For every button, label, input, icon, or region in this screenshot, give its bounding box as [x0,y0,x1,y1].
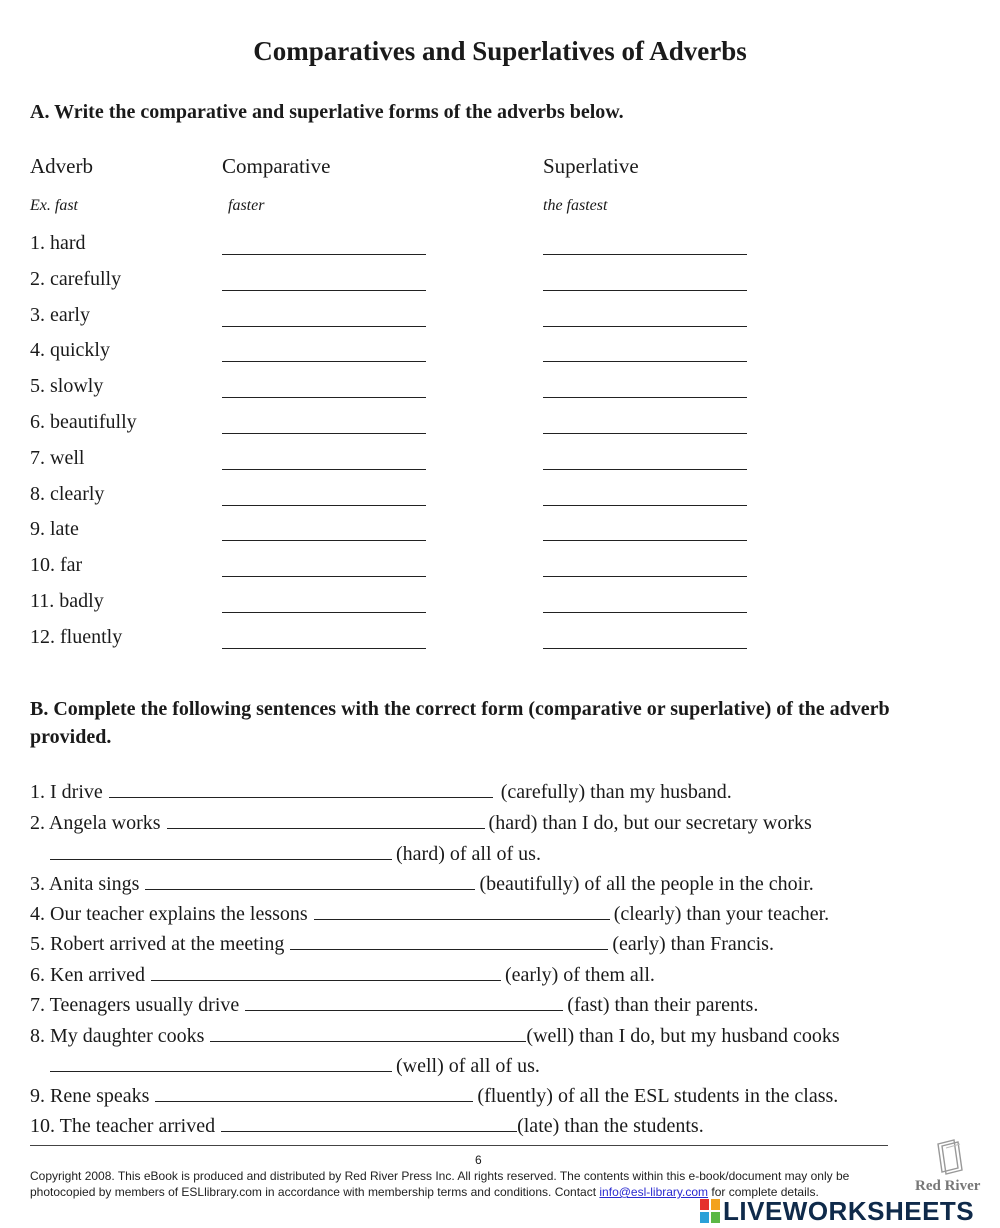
answer-blank-b4[interactable] [314,902,610,920]
superlative-blank-4[interactable] [543,361,747,362]
comparative-blank-12[interactable] [222,648,426,649]
sentence-8-cont [50,1054,540,1078]
answer-blank-b5[interactable] [290,932,608,950]
comparative-blank-2[interactable] [222,290,426,291]
superlative-blank-1[interactable] [543,254,747,255]
sentence-3 [30,872,814,896]
footer-divider [30,1145,888,1146]
superlative-blank-10[interactable] [543,576,747,577]
answer-blank-b8a[interactable] [210,1024,526,1042]
example-superlative: the fastest [543,197,608,214]
answer-blank-b9[interactable] [155,1084,473,1102]
sentence-1-text: 1. I drive [30,781,103,803]
superlative-blank-8[interactable] [543,505,747,506]
copyright-line-2-end: for complete details. [711,1185,819,1199]
sentence-2-hint: (hard) than I do, but our secretary works [488,812,812,834]
example-adverb: Ex. fast [30,197,78,214]
sentence-2 [30,811,812,835]
liveworksheets-logo-icon [700,1199,720,1223]
superlative-blank-11[interactable] [543,612,747,613]
adverb-item-11: 11. badly [30,590,104,612]
contact-email-link[interactable]: info@esl-library.com [599,1185,709,1199]
answer-blank-b2b[interactable] [50,842,392,860]
column-header-superlative: Superlative [543,154,639,178]
sentence-5 [30,932,774,956]
comparative-blank-3[interactable] [222,326,426,327]
sentence-10-hint: (late) than the students. [517,1115,704,1137]
comparative-blank-5[interactable] [222,397,426,398]
sentence-9 [30,1084,838,1108]
comparative-blank-9[interactable] [222,540,426,541]
superlative-blank-6[interactable] [543,433,747,434]
sentence-5-text: 5. Robert arrived at the meeting [30,933,285,955]
sentence-6 [30,963,655,987]
page-number: 6 [475,1153,482,1167]
sentence-2-hint-2: (hard) of all of us. [396,843,541,865]
superlative-blank-2[interactable] [543,290,747,291]
answer-blank-b1[interactable] [109,780,493,798]
sentence-9-hint: (fluently) of all the ESL students in the class. [477,1085,839,1107]
adverb-item-3: 3. early [30,303,90,326]
comparative-blank-7[interactable] [222,469,426,470]
example-comparative: faster [228,197,265,214]
sentence-3-hint: (beautifully) of all the people in the choir. [479,873,814,895]
adverb-item-12: 12. fluently [30,625,123,648]
column-header-comparative: Comparative [222,154,331,178]
adverb-item-4: 4. quickly [30,339,110,362]
superlative-blank-5[interactable] [543,397,747,398]
comparative-blank-10[interactable] [222,576,426,577]
adverb-item-8: 8. clearly [30,482,105,505]
sentence-8-hint-2: (well) of all of us. [396,1055,540,1077]
comparative-blank-4[interactable] [222,361,426,362]
comparative-blank-1[interactable] [222,254,426,255]
adverb-item-9: 9. late [30,518,79,541]
sentence-4 [30,902,829,926]
book-icon [932,1138,968,1183]
copyright-line-1: Copyright 2008. This eBook is produced and distributed by Red River Press Inc. All rights reserved. The contents within this e-book/document may only be [30,1169,850,1183]
sentence-10-text: 10. The teacher arrived [30,1115,216,1137]
answer-blank-b8b[interactable] [50,1054,392,1072]
comparative-blank-6[interactable] [222,433,426,434]
answer-blank-b6[interactable] [151,963,501,981]
adverb-item-2: 2. carefully [30,267,122,290]
superlative-blank-12[interactable] [543,648,747,649]
superlative-blank-7[interactable] [543,469,747,470]
copyright-line-2-text: photocopied by members of ESLlibrary.com in accordance with membership terms and conditions. Contact [30,1185,597,1199]
sentence-8 [30,1024,840,1048]
comparative-blank-11[interactable] [222,612,426,613]
adverb-item-10: 10. far [30,554,83,577]
worksheet-title: Comparatives and Superlatives of Adverbs [253,36,747,66]
sentence-1 [30,780,732,804]
sentence-10 [30,1114,704,1138]
sentence-2-text: 2. Angela works [30,812,161,834]
section-b-heading: B. Complete the following sentences with the correct form (comparative or superlative) of the adverb provided. [30,698,890,748]
liveworksheets-watermark [700,1196,974,1227]
superlative-blank-3[interactable] [543,326,747,327]
sentence-7 [30,993,758,1017]
sentence-7-text: 7. Teenagers usually drive [30,994,240,1016]
sentence-3-text: 3. Anita sings [30,873,140,895]
sentence-2-cont [50,842,541,866]
publisher-logo: Red River [915,1178,981,1194]
answer-blank-b3[interactable] [145,872,475,890]
sentence-8-hint: (well) than I do, but my husband cooks [526,1025,840,1047]
adverb-item-7: 7. well [30,446,85,469]
superlative-blank-9[interactable] [543,540,747,541]
sentence-5-hint: (early) than Francis. [612,933,774,955]
adverb-item-6: 6. beautifully [30,411,137,433]
comparative-blank-8[interactable] [222,505,426,506]
answer-blank-b10[interactable] [221,1114,517,1132]
column-header-adverb: Adverb [30,154,93,178]
answer-blank-b7[interactable] [245,993,563,1011]
section-a-heading: A. Write the comparative and superlative forms of the adverbs below. [30,101,624,123]
sentence-4-text: 4. Our teacher explains the lessons [30,903,308,925]
sentence-4-hint: (clearly) than your teacher. [613,903,830,925]
sentence-9-text: 9. Rene speaks [30,1085,150,1107]
sentence-7-hint: (fast) than their parents. [567,994,759,1016]
liveworksheets-wordmark: LIVEWORKSHEETS [723,1196,975,1226]
sentence-1-hint: (carefully) than my husband. [500,781,732,803]
answer-blank-b2a[interactable] [167,811,485,829]
sentence-8-text: 8. My daughter cooks [30,1025,205,1047]
adverb-item-1: 1. hard [30,232,86,254]
adverb-item-5: 5. slowly [30,375,104,398]
sentence-6-text: 6. Ken arrived [30,964,145,986]
sentence-6-hint: (early) of them all. [504,964,655,986]
